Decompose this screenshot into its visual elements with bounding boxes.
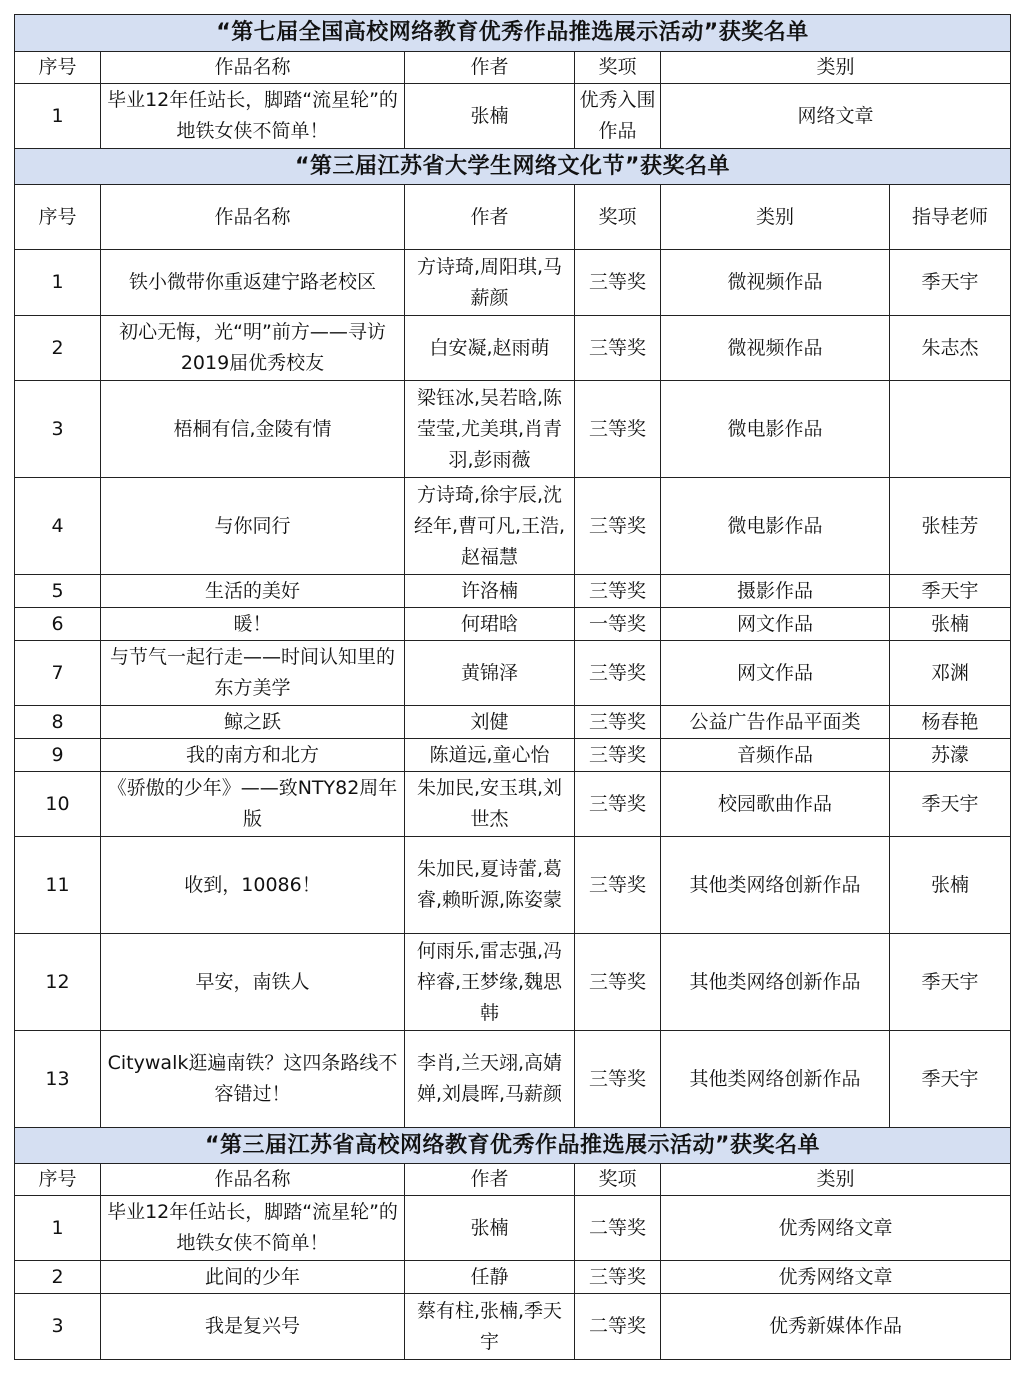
cell-author: 刘健 [405, 706, 575, 739]
cell-work-name: 与节气一起行走——时间认知里的东方美学 [101, 641, 405, 706]
cell-number: 9 [15, 739, 101, 772]
cell-author: 方诗琦,周阳琪,马薪颜 [405, 250, 575, 316]
cell-category: 优秀新媒体作品 [661, 1294, 1011, 1360]
section-title: “第七届全国高校网络教育优秀作品推选展示活动”获奖名单 [15, 15, 1011, 52]
cell-number: 6 [15, 608, 101, 641]
cell-number: 1 [15, 250, 101, 316]
cell-author: 蔡有柱,张楠,季天宇 [405, 1294, 575, 1360]
cell-award: 三等奖 [575, 772, 661, 837]
cell-number: 8 [15, 706, 101, 739]
cell-author: 张楠 [405, 84, 575, 149]
header-category: 类别 [661, 52, 1011, 84]
cell-work-name: 与你同行 [101, 478, 405, 575]
header-author: 作者 [405, 185, 575, 250]
cell-author: 陈道远,童心怡 [405, 739, 575, 772]
cell-work-name: 暖！ [101, 608, 405, 641]
cell-work-name: 毕业12年任站长，脚踏“流星轮”的地铁女侠不简单！ [101, 84, 405, 149]
cell-award: 一等奖 [575, 608, 661, 641]
cell-author: 朱加民,夏诗蕾,葛睿,赖昕源,陈姿蒙 [405, 837, 575, 934]
cell-award: 三等奖 [575, 934, 661, 1031]
cell-award: 三等奖 [575, 739, 661, 772]
award-list-document [14, 14, 1011, 1360]
cell-category: 优秀网络文章 [661, 1261, 1011, 1294]
cell-category: 公益广告作品平面类 [661, 706, 890, 739]
cell-award: 二等奖 [575, 1196, 661, 1261]
cell-category: 其他类网络创新作品 [661, 934, 890, 1031]
cell-award: 优秀入围作品 [575, 84, 661, 149]
cell-award: 三等奖 [575, 837, 661, 934]
cell-award: 三等奖 [575, 575, 661, 608]
cell-award: 三等奖 [575, 250, 661, 316]
cell-award: 三等奖 [575, 641, 661, 706]
header-work-name: 作品名称 [101, 185, 405, 250]
cell-award: 二等奖 [575, 1294, 661, 1360]
cell-number: 2 [15, 1261, 101, 1294]
cell-author: 任静 [405, 1261, 575, 1294]
cell-advisor: 张楠 [890, 837, 1011, 934]
cell-advisor: 苏濛 [890, 739, 1011, 772]
cell-advisor: 季天宇 [890, 575, 1011, 608]
cell-number: 1 [15, 84, 101, 149]
header-author: 作者 [405, 52, 575, 84]
cell-number: 1 [15, 1196, 101, 1261]
cell-work-name: 收到，10086！ [101, 837, 405, 934]
cell-advisor [890, 381, 1011, 478]
header-award: 奖项 [575, 185, 661, 250]
cell-work-name: 我的南方和北方 [101, 739, 405, 772]
header-work-name: 作品名称 [101, 52, 405, 84]
cell-category: 其他类网络创新作品 [661, 1031, 890, 1128]
header-award: 奖项 [575, 52, 661, 84]
cell-advisor: 季天宇 [890, 934, 1011, 1031]
cell-number: 2 [15, 316, 101, 381]
section-title: “第三届江苏省大学生网络文化节”获奖名单 [15, 149, 1011, 185]
cell-author: 朱加民,安玉琪,刘世杰 [405, 772, 575, 837]
cell-category: 摄影作品 [661, 575, 890, 608]
header-number: 序号 [15, 1164, 101, 1196]
cell-work-name: 初心无悔，光“明”前方——寻访2019届优秀校友 [101, 316, 405, 381]
cell-category: 优秀网络文章 [661, 1196, 1011, 1261]
cell-category: 音频作品 [661, 739, 890, 772]
header-category: 类别 [661, 1164, 1011, 1196]
cell-category: 微电影作品 [661, 478, 890, 575]
cell-work-name: 铁小微带你重返建宁路老校区 [101, 250, 405, 316]
cell-number: 10 [15, 772, 101, 837]
cell-category: 微视频作品 [661, 250, 890, 316]
cell-number: 11 [15, 837, 101, 934]
cell-award: 三等奖 [575, 381, 661, 478]
cell-advisor: 季天宇 [890, 772, 1011, 837]
cell-number: 13 [15, 1031, 101, 1128]
cell-work-name: 此间的少年 [101, 1261, 405, 1294]
cell-category: 网络文章 [661, 84, 1011, 149]
cell-number: 5 [15, 575, 101, 608]
cell-author: 梁钰冰,吴若晗,陈莹莹,尤美琪,肖青羽,彭雨薇 [405, 381, 575, 478]
cell-work-name: 生活的美好 [101, 575, 405, 608]
header-number: 序号 [15, 52, 101, 84]
cell-advisor: 杨春艳 [890, 706, 1011, 739]
cell-advisor: 张楠 [890, 608, 1011, 641]
header-advisor: 指导老师 [890, 185, 1011, 250]
cell-author: 张楠 [405, 1196, 575, 1261]
cell-category: 校园歌曲作品 [661, 772, 890, 837]
cell-category: 网文作品 [661, 608, 890, 641]
cell-work-name: 我是复兴号 [101, 1294, 405, 1360]
cell-author: 白安凝,赵雨萌 [405, 316, 575, 381]
cell-work-name: 梧桐有信,金陵有情 [101, 381, 405, 478]
cell-author: 何雨乐,雷志强,冯梓睿,王梦缘,魏思韩 [405, 934, 575, 1031]
cell-advisor: 朱志杰 [890, 316, 1011, 381]
cell-advisor: 张桂芳 [890, 478, 1011, 575]
header-number: 序号 [15, 185, 101, 250]
section-title: “第三届江苏省高校网络教育优秀作品推选展示活动”获奖名单 [15, 1128, 1011, 1164]
cell-category: 微视频作品 [661, 316, 890, 381]
cell-author: 许洛楠 [405, 575, 575, 608]
cell-author: 何珺晗 [405, 608, 575, 641]
cell-number: 12 [15, 934, 101, 1031]
cell-award: 三等奖 [575, 1031, 661, 1128]
cell-work-name: Citywalk逛遍南铁？这四条路线不容错过！ [101, 1031, 405, 1128]
cell-work-name: 早安，南铁人 [101, 934, 405, 1031]
cell-award: 三等奖 [575, 478, 661, 575]
cell-work-name: 《骄傲的少年》——致NTY82周年版 [101, 772, 405, 837]
cell-number: 3 [15, 1294, 101, 1360]
cell-author: 方诗琦,徐宇辰,沈经年,曹可凡,王浩,赵福慧 [405, 478, 575, 575]
cell-award: 三等奖 [575, 1261, 661, 1294]
cell-work-name: 毕业12年任站长，脚踏“流星轮”的地铁女侠不简单！ [101, 1196, 405, 1261]
award-table [14, 14, 1011, 1360]
header-work-name: 作品名称 [101, 1164, 405, 1196]
cell-number: 3 [15, 381, 101, 478]
header-author: 作者 [405, 1164, 575, 1196]
cell-category: 微电影作品 [661, 381, 890, 478]
cell-category: 网文作品 [661, 641, 890, 706]
cell-award: 三等奖 [575, 706, 661, 739]
cell-number: 7 [15, 641, 101, 706]
cell-award: 三等奖 [575, 316, 661, 381]
cell-author: 黄锦泽 [405, 641, 575, 706]
header-award: 奖项 [575, 1164, 661, 1196]
cell-advisor: 邓渊 [890, 641, 1011, 706]
cell-advisor: 季天宇 [890, 1031, 1011, 1128]
cell-category: 其他类网络创新作品 [661, 837, 890, 934]
cell-work-name: 鲸之跃 [101, 706, 405, 739]
cell-number: 4 [15, 478, 101, 575]
cell-advisor: 季天宇 [890, 250, 1011, 316]
cell-author: 李肖,兰天翊,高婧婵,刘晨晖,马薪颜 [405, 1031, 575, 1128]
header-category: 类别 [661, 185, 890, 250]
